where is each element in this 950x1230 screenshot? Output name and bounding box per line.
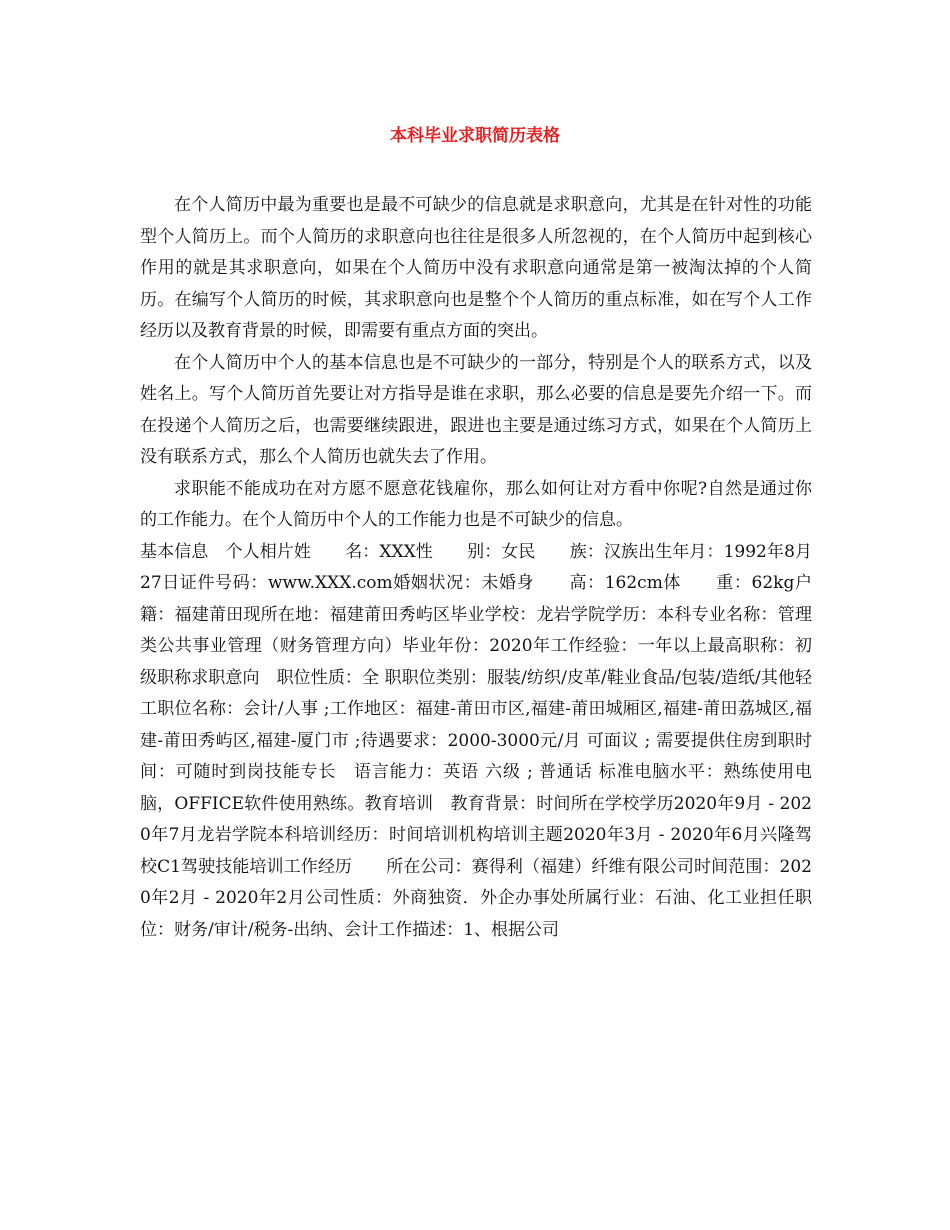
resume-details-text: 基本信息 个人相片姓 名：XXX性 别：女民 族：汉族出生年月：1992年8月27日证件号码：www.XXX.com婚姻状况：未婚身 高：162cm体 重：62kg户 籍：福建莆田现所在地：福建莆田秀屿区毕业学校：龙岩学院学历：本科专业名称：管理类公共事业管理（财务管理方向）毕业年份：2020年工作经验：一年以上最高职称：初级职称求职意向 职位性质：全 职职位类别：服装/纺织/皮革/鞋业食品/包装/造纸/其他轻工职位名称：会计/人事 ;工作地区：福建-莆田市区,福建-莆田城厢区,福建-莆田荔城区,福建-莆田秀屿区,福建-厦门市 ;待遇要求：2000-3000元/月 可面议 ; 需要提供住房到职时间：可随时到岗技能专长 语言能力：英语 六级 ; 普通话 标准电脑水平：熟练使用电脑，OFFICE软件使用熟练。教育培训 教育背景：时间所在学校学历2020年9月 - 2020年7月龙岩学院本科培训经历：时间培训机构培训主题2020年3月 - 2020年6月兴隆驾校C1驾驶技能培训工作经历 所在公司：赛得利（福建）纤维有限公司时间范围：2020年2月 - 2020年2月公司性质：外商独资．外企办事处所属行业：石油、化工业担任职位：财务/审计/税务-出纳、会计工作描述：1、根据公司	[140, 541, 846, 940]
paragraph-basic-info: 在个人简历中个人的基本信息也是不可缺少的一部分，特别是个人的联系方式，以及姓名上。写个人简历首先要让对方指导是谁在求职，那么必要的信息是要先介绍一下。而在投递个人简历之后，也需要继续跟进，跟进也主要是通过练习方式，如果在个人简历上没有联系方式，那么个人简历也就失去了作用。	[140, 352, 812, 467]
document-body	[140, 190, 846, 946]
paragraph-job-intention: 在个人简历中最为重要也是最不可缺少的信息就是求职意向，尤其是在针对性的功能型个人简历上。而个人简历的求职意向也往往是很多人所忽视的，在个人简历中起到核心作用的就是其求职意向，如果在个人简历中没有求职意向通常是第一被淘汰掉的个人简历。在编写个人简历的时候，其求职意向也是整个个人简历的重点标准，如在写个人工作经历以及教育背景的时候，即需要有重点方面的突出。	[140, 195, 812, 341]
document-title: 本科毕业求职简历表格	[390, 126, 560, 146]
paragraph-work-ability: 求职能不能成功在对方愿不愿意花钱雇你，那么如何让对方看中你呢?自然是通过你的工作能力。在个人简历中个人的工作能力也是不可缺少的信息。	[140, 478, 812, 530]
